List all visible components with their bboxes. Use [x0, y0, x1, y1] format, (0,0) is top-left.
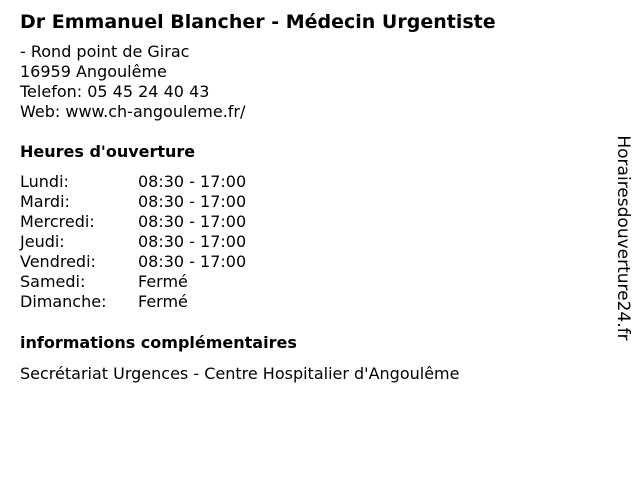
hours-row-monday: [20, 172, 600, 192]
time-value: 08:30 - 17:00: [138, 212, 247, 231]
day-label: Jeudi:: [20, 232, 65, 251]
time-value: 08:30 - 17:00: [138, 172, 247, 191]
time-value: Fermé: [138, 272, 188, 291]
info-text: Secrétariat Urgences - Centre Hospitalier d'Angoulême: [20, 364, 460, 383]
web-line: Web: www.ch-angouleme.fr/: [20, 102, 246, 121]
time-value: 08:30 - 17:00: [138, 232, 247, 251]
hours-row-friday: [20, 252, 600, 272]
time-value: 08:30 - 17:00: [138, 252, 247, 271]
day-label: Vendredi:: [20, 252, 96, 271]
address-line-street: - Rond point de Girac: [20, 42, 190, 61]
business-name: Dr Emmanuel Blancher - Médecin Urgentiste: [20, 11, 496, 33]
business-address: [20, 42, 600, 122]
day-label: Mardi:: [20, 192, 70, 211]
day-label: Lundi:: [20, 172, 69, 191]
day-label: Mercredi:: [20, 212, 95, 231]
business-card: [20, 9, 600, 384]
day-label: Samedi:: [20, 272, 86, 291]
hours-row-sunday: [20, 292, 600, 312]
hours-row-wednesday: [20, 212, 600, 232]
hours-row-saturday: [20, 272, 600, 292]
hours-heading: Heures d'ouverture: [20, 142, 196, 161]
time-value: 08:30 - 17:00: [138, 192, 247, 211]
site-watermark: Horairesdouverture24.fr: [613, 135, 633, 341]
hours-table: [20, 172, 600, 312]
time-value: Fermé: [138, 292, 188, 311]
hours-row-tuesday: [20, 192, 600, 212]
address-line-city: 16959 Angoulême: [20, 62, 167, 81]
day-label: Dimanche:: [20, 292, 107, 311]
phone-line: Telefon: 05 45 24 40 43: [20, 82, 210, 101]
hours-row-thursday: [20, 232, 600, 252]
info-heading: informations complémentaires: [20, 333, 297, 352]
